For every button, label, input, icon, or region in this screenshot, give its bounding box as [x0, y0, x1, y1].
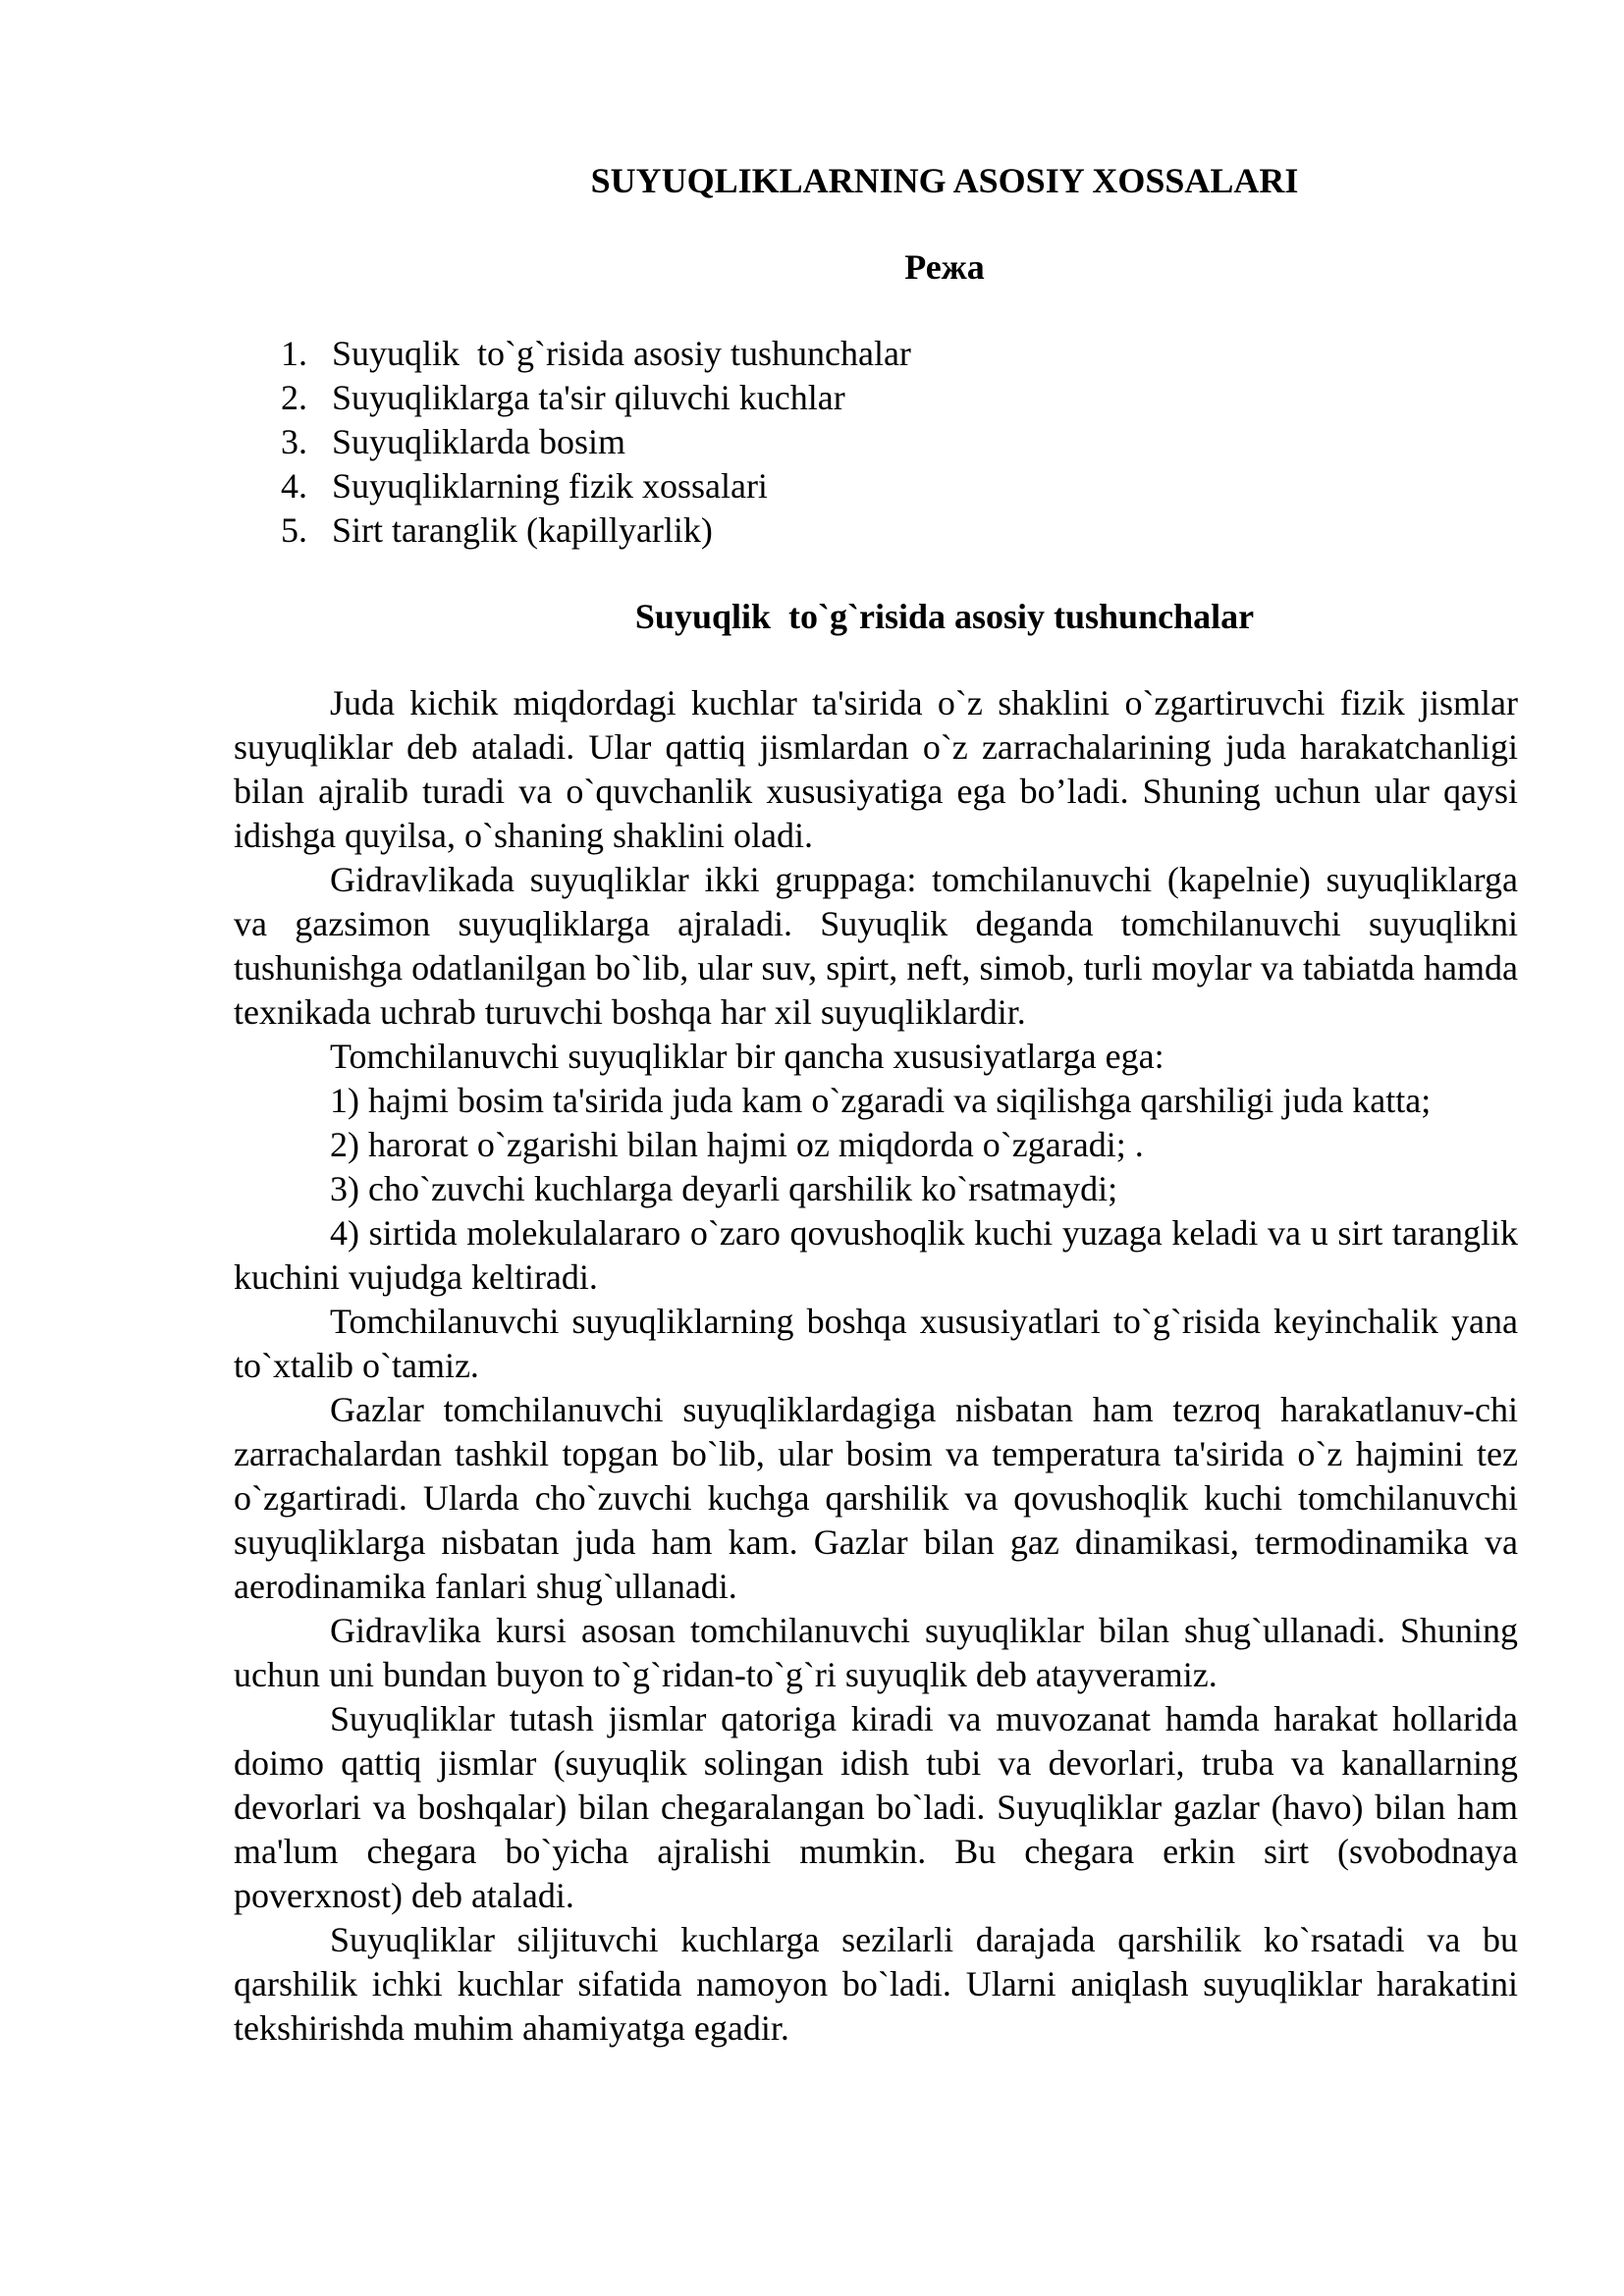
plan-heading: Режа	[904, 247, 985, 287]
section-heading: Suyuqlik to`g`risida asosiy tushunchalar	[634, 597, 1255, 636]
paragraph: Gazlar tomchilanuvchi suyuqliklardagiga nisbatan ham tezroq harakatlanuv-chi zarrachalardan tashkil topgan bo`lib, ular bosim va temperatura ta'sirida o`z hajmini tez o`zgartiradi. Ularda cho`zuvchi kuchga qarshilik va qovushoqlik kuchi tomchilanuvchi suyuqliklarga nisbatan juda ham kam. Gazlar bilan gaz dinamikasi, termodinamika va aerodinamika fanlari shug`ullanadi.	[234, 1390, 1518, 1606]
plan-item-number: 4.	[281, 466, 307, 506]
plan-item-text: Suyuqliklarning fizik xossalari	[332, 466, 768, 506]
plan-item	[234, 464, 1518, 508]
paragraph: 2) harorat o`zgarishi bilan hajmi oz miqdorda o`zgaradi; .	[330, 1125, 1144, 1164]
paragraph: 3) cho`zuvchi kuchlarga deyarli qarshilik ko`rsatmaydi;	[330, 1169, 1118, 1208]
body-text	[234, 681, 1518, 2051]
plan-item-number: 1.	[281, 334, 307, 373]
paragraph: Gidravlikada suyuqliklar ikki gruppaga: tomchilanuvchi (kapelnie) suyuqliklarga va gazsimon suyuqliklarga ajraladi. Suyuqlik deganda tomchilanuvchi suyuqlikni tushunishga odatlanilgan bo`lib, ular suv, spirt, neft, simob, turli moylar va tabiatda hamda texnikada uchrab turuvchi boshqa har xil suyuqliklardir.	[234, 860, 1518, 1032]
plan-item-text: Suyuqlik to`g`risida asosiy tushunchalar	[332, 334, 911, 373]
paragraph: Tomchilanuvchi suyuqliklar bir qancha xususiyatlarga ega:	[330, 1037, 1164, 1076]
document-title: SUYUQLIKLARNING ASOSIY XOSSALARI	[590, 161, 1299, 200]
plan-item-number: 3.	[281, 422, 307, 461]
plan-item-text: Suyuqliklarga ta'sir qiluvchi kuchlar	[332, 378, 845, 417]
paragraph: Suyuqliklar tutash jismlar qatoriga kiradi va muvozanat hamda harakat hollarida doimo qattiq jismlar (suyuqlik solingan idish tubi va devorlari, truba va kanallarning devorlari va boshqalar) bilan chegaralangan bo`ladi. Suyuqliklar gazlar (havo) bilan ham ma'lum chegara bo`yicha ajralishi mumkin. Bu chegara erkin sirt (svobodnaya poverxnost) deb ataladi.	[234, 1699, 1518, 1915]
plan-item-text: Sirt taranglik (kapillyarlik)	[332, 510, 713, 550]
plan-item	[234, 420, 1518, 464]
paragraph: 1) hajmi bosim ta'sirida juda kam o`zgaradi va siqilishga qarshiligi juda katta;	[330, 1081, 1432, 1120]
paragraph: Tomchilanuvchi suyuqliklarning boshqa xususiyatlari to`g`risida keyinchalik yana to`xtalib o`tamiz.	[234, 1302, 1518, 1385]
paragraph: Gidravlika kursi asosan tomchilanuvchi suyuqliklar bilan shug`ullanadi. Shuning uchun uni bundan buyon to`g`ridan-to`g`ri suyuqlik deb atayveramiz.	[234, 1611, 1518, 1694]
paragraph: 4) sirtida molekulalararo o`zaro qovushoqlik kuchi yuzaga keladi va u sirt taranglik kuchini vujudga keltiradi.	[234, 1213, 1518, 1297]
plan-item-text: Suyuqliklarda bosim	[332, 422, 625, 461]
plan-list	[234, 332, 1518, 553]
paragraph: Suyuqliklar siljituvchi kuchlarga sezilarli darajada qarshilik ko`rsatadi va bu qarshilik ichki kuchlar sifatida namoyon bo`ladi. Ularni aniqlash suyuqliklar harakatini tekshirishda muhim ahamiyatga egadir.	[234, 1920, 1518, 2048]
plan-item	[234, 332, 1518, 376]
document-content	[234, 155, 1518, 2051]
plan-item	[234, 508, 1518, 553]
paragraph: Juda kichik miqdordagi kuchlar ta'sirida o`z shaklini o`zgartiruvchi fizik jismlar suyuqliklar deb ataladi. Ular qattiq jismlardan o`z zarrachalarining juda harakatchanligi bilan ajralib turadi va o`quvchanlik xususiyatiga ega bo’ladi. Shuning uchun ular qaysi idishga quyilsa, o`shaning shaklini oladi.	[234, 683, 1518, 855]
plan-item	[234, 376, 1518, 420]
plan-item-number: 5.	[281, 510, 307, 550]
plan-item-number: 2.	[281, 378, 307, 417]
